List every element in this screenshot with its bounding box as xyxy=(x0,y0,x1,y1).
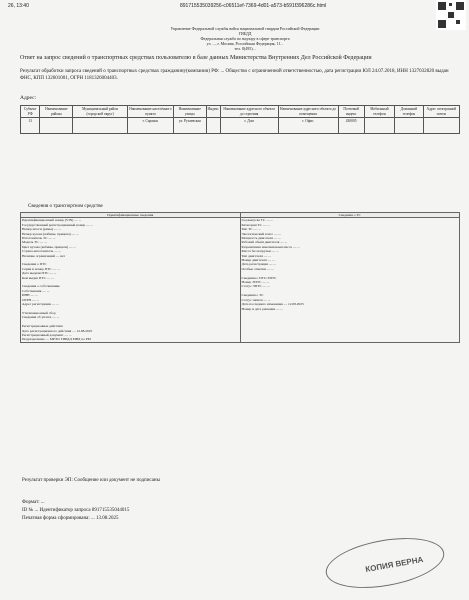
request-result: Результат обработки запроса сведений о транспортных средствах гражданину(компании) РФ: ... Общество с ограниченной ответственностью, дата регистрации ЮЛ 24.07.2018, ИНН 1327032820 выдан ФНС, КПП 132601001, ОГРН 1181326004403. xyxy=(20,69,449,81)
field-line: Экологический класс — ... xyxy=(241,231,282,236)
column-header: Наименование населённого пункта xyxy=(127,106,173,118)
column-header: Почтовый индекс xyxy=(338,106,364,118)
field-line: Мощность двигателя — ... xyxy=(241,236,281,241)
column-header: Идентификационные сведения xyxy=(21,213,241,218)
column-header: Адрес электронной почты xyxy=(423,106,459,118)
table-cell xyxy=(40,118,73,134)
field-line: Статус записи — ... xyxy=(241,297,271,302)
org-line: ГИБДД xyxy=(238,31,252,36)
field-line: Категория ТС — ... xyxy=(241,222,270,227)
field-line: Особые отметки — ... xyxy=(241,266,274,271)
print-form-line: Печатная форма сформирована: ... 13.08.2025 xyxy=(22,516,119,521)
org-line: Федеральная служба по надзору в сфере транспорта xyxy=(200,36,290,41)
org-line: тел. 8(495)... xyxy=(234,46,256,51)
field-line: Номер двигателя — ... xyxy=(241,258,275,263)
field-line: Сведения о ПТС xyxy=(22,262,47,267)
field-line: Подразделение — МРЭО ГИБДД МВД по РМ xyxy=(22,337,91,342)
format-line: Формат: ... xyxy=(22,500,45,505)
field-line: Сведения о ПТС/ЭПТС xyxy=(241,275,277,280)
table-cell xyxy=(423,118,459,134)
org-line: Управление Федеральной службы войск национальной гвардии Российской Федерации xyxy=(170,26,320,31)
stamp-text: КОПИЯ ВЕРНА xyxy=(364,554,424,575)
table-cell: 430005 xyxy=(338,118,364,134)
identification-column xyxy=(21,218,241,342)
table-row xyxy=(21,118,460,134)
field-line: Серия и номер ПТС — ... xyxy=(22,266,60,271)
field-line: Цвет кузова (кабины, прицепа) — ... xyxy=(22,244,77,249)
field-line: Номер ЭПТС — ... xyxy=(241,280,270,285)
request-identifier: ID № ... Идентификатор запроса 891715535044015 xyxy=(22,508,130,513)
field-line: Утилизационный сбор xyxy=(22,310,56,315)
request-id: 891715535039256-c06511ef-7369-4d01-a573-b591f396286c.html xyxy=(180,3,327,9)
address-table xyxy=(20,105,460,134)
field-line: Масса без нагрузки — ... xyxy=(241,249,279,254)
field-line: Номер кузова (кабины, прицепа) — ... xyxy=(22,231,79,236)
vehicle-details-column xyxy=(240,218,460,342)
column-header: Сведения о ТС xyxy=(240,213,460,218)
field-line: Адрес регистрации — ... xyxy=(22,302,59,307)
column-header: Муниципальный район (городской округ) xyxy=(73,106,127,118)
column-header: Наименование адресного объекта до строения xyxy=(220,106,278,118)
table-cell: ул. Рузаевская xyxy=(174,118,206,134)
table-cell: г. Саранск xyxy=(127,118,173,134)
address-label: Адрес: xyxy=(20,95,37,101)
field-line: Статус ЭПТС — ... xyxy=(241,284,270,289)
field-line: Дата регистрации — ... xyxy=(241,262,276,267)
field-line: Номер шасси (рамы) — ... xyxy=(22,227,61,232)
field-line: Год выпуска ТС — ... xyxy=(241,218,274,223)
table-cell xyxy=(395,118,424,134)
field-line: Тип ТС — ... xyxy=(241,227,261,232)
field-line: Регистрационный документ — ... xyxy=(22,332,72,337)
org-line: ул. ..., г. Москва, Российская Федерация, 11... xyxy=(206,41,284,46)
field-line: Сведения о собственнике xyxy=(22,284,60,289)
table-header-row xyxy=(21,106,460,118)
table-row xyxy=(21,218,460,342)
column-header: Наименование района xyxy=(40,106,73,118)
field-line: Номер и дата решения — ... xyxy=(241,306,283,311)
field-line: Сведения об уплате — ... xyxy=(22,315,60,320)
field-line: Модель ТС — ... xyxy=(22,240,47,245)
column-header: Мобильный телефон xyxy=(364,106,394,118)
field-line: Дата регистрационного действия — 12.08.2025 xyxy=(22,328,93,333)
field-line: Государственный регистрационный номер — ... xyxy=(22,222,94,227)
field-line: Идентификационный номер (VIN) — ... xyxy=(22,218,82,223)
section-heading: Сведения о транспортном средстве xyxy=(28,204,103,209)
print-timestamp: 26, 13:40 xyxy=(8,3,29,9)
organization-header xyxy=(95,26,395,51)
table-cell xyxy=(73,118,127,134)
field-line: Регистрационные действия xyxy=(22,324,63,329)
field-line: Страна-изготовитель — ... xyxy=(22,249,62,254)
field-line: ОГРН — ... xyxy=(22,297,39,302)
table-cell: г. Дом xyxy=(220,118,278,134)
field-line: Наличие ограничений — нет xyxy=(22,253,66,258)
column-header: Индекс xyxy=(206,106,220,118)
field-line: Дата выдачи ПТС — ... xyxy=(22,271,57,276)
column-header: Домашний телефон xyxy=(395,106,424,118)
document-title: Ответ на запрос сведений о транспортных средствах пользователю в базе данных Министерства Внутренних Дел Российской Федерации xyxy=(20,55,372,61)
column-header: Наименование улицы xyxy=(174,106,206,118)
field-line: Собственник — ... xyxy=(22,288,50,293)
field-line: Разрешённая максимальная масса — ... xyxy=(241,244,300,249)
field-line: Тип двигателя — ... xyxy=(241,253,271,258)
field-line: Кем выдан ПТС — ... xyxy=(22,275,54,280)
vehicle-info-table xyxy=(20,212,460,343)
qr-code-icon xyxy=(436,0,466,30)
table-cell: 13 xyxy=(21,118,40,134)
column-header: Субъект РФ xyxy=(21,106,40,118)
field-line: ИНН — ... xyxy=(22,293,38,298)
signature-check: Результат проверки ЭП: Сообщение или документ не подписаны xyxy=(22,478,160,483)
field-line: Изготовитель ТС — ... xyxy=(22,236,56,241)
table-cell xyxy=(364,118,394,134)
column-header: Наименование адресного объекта до помещения xyxy=(278,106,338,118)
field-line: Рабочий объём двигателя — ... xyxy=(241,240,288,245)
table-cell: г. Офис xyxy=(278,118,338,134)
field-line: Дата последнего изменения — 12.08.2025 xyxy=(241,302,304,307)
table-cell xyxy=(206,118,220,134)
field-line: Сведения о ТС xyxy=(241,293,264,298)
